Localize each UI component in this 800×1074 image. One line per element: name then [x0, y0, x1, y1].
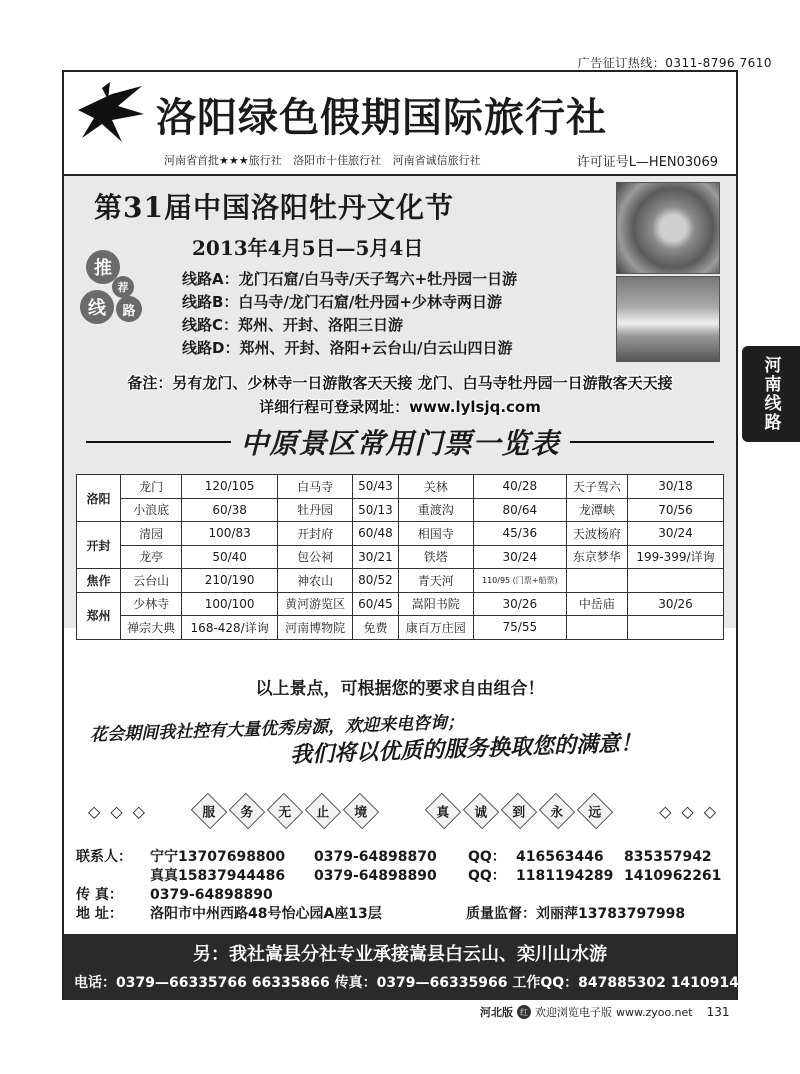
price-cell: 70/56	[627, 498, 723, 522]
table-row	[77, 616, 724, 640]
service-motto	[88, 794, 716, 828]
edition-label: 河北版	[480, 1006, 513, 1019]
table-row	[77, 522, 724, 546]
motto-char	[229, 793, 265, 829]
contact-block	[76, 848, 726, 924]
price-cell: 100/83	[182, 522, 278, 546]
price-cell: 75/55	[473, 616, 566, 640]
footer-url[interactable]: www.zyoo.net	[616, 1005, 693, 1019]
city-cell: 焦作	[77, 569, 121, 593]
ticket-price-table	[76, 474, 724, 640]
table-row	[77, 569, 724, 593]
price-cell: 50/40	[182, 545, 278, 569]
spot-cell: 包公祠	[278, 545, 353, 569]
side-tab-label: 河南线路	[760, 356, 781, 432]
motto-char-text: 诚	[474, 804, 488, 820]
qq-label: QQ：	[468, 849, 506, 865]
agency-header	[64, 72, 736, 176]
price-cell: 199-399/详询	[627, 545, 723, 569]
motto-char	[343, 793, 379, 829]
route-c: 线路C：郑州、开封、洛阳三日游	[182, 316, 404, 334]
remark-note: 备注：另有龙门、少林寺一日游散客天天接 龙门、白马寺牡丹园一日游散客天天接	[127, 374, 673, 392]
promo-section	[64, 176, 736, 635]
agency-logo	[72, 80, 150, 150]
spot-cell: 龙潭峡	[566, 498, 627, 522]
price-cell: 100/100	[182, 592, 278, 616]
contact-row-2	[76, 867, 726, 886]
table-row	[77, 592, 724, 616]
price-cell: 免费	[353, 616, 399, 640]
contact-row-1	[76, 848, 726, 867]
ad-frame	[62, 70, 769, 1000]
motto-char	[305, 793, 341, 829]
price-cell: 50/13	[353, 498, 399, 522]
motto-char	[501, 793, 537, 829]
motto-char-text: 到	[512, 804, 526, 820]
motto-char-text: 永	[550, 804, 564, 820]
company-name: 洛阳绿色假期国际旅行社	[156, 94, 607, 141]
price-cell: 168-428/详询	[182, 616, 278, 640]
ad-hotline: 广告征订热线：0311-8796 7610	[577, 56, 772, 70]
motto-char-text: 境	[354, 804, 368, 820]
motto-char	[191, 793, 227, 829]
diamond-icon: ◇	[703, 801, 716, 821]
recommended-badges	[78, 250, 158, 330]
price-cell: 30/24	[473, 545, 566, 569]
fax-row	[76, 886, 726, 905]
motto-char	[577, 793, 613, 829]
motto-char	[463, 793, 499, 829]
diamonds-left	[88, 802, 145, 821]
badge-lu: 路	[116, 296, 142, 322]
spot-cell: 嵩阳书院	[398, 592, 473, 616]
ticket-table-title	[86, 422, 714, 462]
spot-cell: 天子驾六	[566, 475, 627, 499]
spot-cell: 云台山	[121, 569, 182, 593]
motto-char-text: 务	[240, 804, 254, 820]
branch-contacts: 电话：0379—66335766 66335866 传真：0379—66335966 工作QQ：847885302 1410914283	[74, 975, 769, 991]
footer-tagline: 欢迎浏览电子版	[535, 1006, 612, 1019]
website-note: 详细行程可登录网址：www.lylsjq.com	[259, 398, 541, 416]
contact-zhenzhen: 真真15837944486	[150, 868, 286, 884]
price-cell: 30/26	[627, 592, 723, 616]
agency-qualifications: 河南省首批★★★旅行社 洛阳市十佳旅行社 河南省诚信旅行社	[164, 154, 481, 167]
motto-char-text: 止	[316, 804, 330, 820]
contact-label: 联系人：	[76, 849, 132, 865]
spot-cell: 铁塔	[398, 545, 473, 569]
contact-tel-2: 0379-64898890	[314, 868, 437, 884]
address-text: 洛阳市中州西路48号怡心园A座13层	[150, 906, 382, 922]
ticket-title-text: 中原景区常用门票一览表	[240, 427, 560, 460]
price-cell: 30/24	[627, 522, 723, 546]
title-rule-right	[570, 441, 715, 443]
qq-number: 416563446	[516, 849, 604, 865]
fax-label: 传 真：	[76, 887, 123, 903]
price-cell: 60/38	[182, 498, 278, 522]
price-cell: 45/36	[473, 522, 566, 546]
price-cell: 80/64	[473, 498, 566, 522]
motto-char-text: 真	[436, 804, 450, 820]
motto-char-text: 无	[278, 804, 292, 820]
route-a: 线路A：龙门石窟/白马寺/天子驾六+牡丹园一日游	[182, 270, 518, 288]
spot-cell: 牡丹园	[278, 498, 353, 522]
spot-cell: 少林寺	[121, 592, 182, 616]
route-d: 线路D：郑州、开封、洛阳+云台山/白云山四日游	[182, 339, 513, 357]
empty-cell	[566, 569, 627, 593]
motto-char	[539, 793, 575, 829]
diamond-icon: ◇	[88, 801, 101, 821]
qq-number: 835357942	[624, 849, 712, 865]
badge-xian: 线	[80, 290, 114, 324]
spot-cell: 清园	[121, 522, 182, 546]
spot-cell: 黄河游览区	[278, 592, 353, 616]
diamond-icon: ◇	[110, 801, 123, 821]
festival-title: 第31届中国洛阳牡丹文化节	[94, 191, 454, 224]
page-footer	[480, 1004, 729, 1020]
quality-supervision: 质量监督：刘丽萍13783797998	[466, 906, 686, 922]
diamonds-right	[659, 802, 716, 821]
spot-cell: 中岳庙	[566, 592, 627, 616]
price-cell: 50/43	[353, 475, 399, 499]
branch-banner	[64, 934, 769, 1000]
empty-cell	[566, 616, 627, 640]
spot-cell: 东京梦华	[566, 545, 627, 569]
motto-char-text: 服	[202, 804, 216, 820]
badge-tui: 推	[86, 250, 120, 284]
spot-cell: 龙亭	[121, 545, 182, 569]
spot-cell: 康百万庄园	[398, 616, 473, 640]
spot-cell: 天波杨府	[566, 522, 627, 546]
motto-char	[425, 793, 461, 829]
spot-cell: 龙门	[121, 475, 182, 499]
qq-number: 1181194289	[516, 868, 614, 884]
combine-note: 以上景点，可根据您的要求自由组合！	[255, 679, 545, 699]
address-row	[76, 905, 726, 924]
table-row	[77, 498, 724, 522]
title-rule-left	[86, 441, 231, 443]
table-row	[77, 545, 724, 569]
spot-cell: 青天河	[398, 569, 473, 593]
price-cell: 60/45	[353, 592, 399, 616]
address-label: 地 址：	[76, 906, 123, 922]
page-number: 131	[706, 1005, 730, 1019]
empty-cell	[627, 569, 723, 593]
city-cell: 开封	[77, 522, 121, 569]
contact-ningning: 宁宁13707698800	[150, 849, 286, 865]
slogan-service: 我们将以优质的服务换取您的满意！	[289, 730, 643, 769]
price-cell: 110/95 (门票+船票)	[473, 569, 566, 593]
spot-cell: 开封府	[278, 522, 353, 546]
price-cell: 40/28	[473, 475, 566, 499]
route-b: 线路B：白马寺/龙门石窟/牡丹园+少林寺两日游	[182, 293, 502, 311]
table-row	[77, 475, 724, 499]
diamond-icon: ◇	[132, 801, 145, 821]
motto-char-text: 远	[588, 804, 602, 820]
spot-cell: 白马寺	[278, 475, 353, 499]
license-number: 许可证号L—HEN03069	[576, 155, 718, 170]
section-side-tab[interactable]	[742, 346, 800, 442]
price-cell: 120/105	[182, 475, 278, 499]
motto-char	[267, 793, 303, 829]
peony-photo	[616, 182, 720, 274]
spot-cell: 河南博物院	[278, 616, 353, 640]
spot-cell: 相国寺	[398, 522, 473, 546]
price-cell: 210/190	[182, 569, 278, 593]
spot-cell: 神农山	[278, 569, 353, 593]
qq-label: QQ：	[468, 868, 506, 884]
branch-note: 另：我社嵩县分社专业承接嵩县白云山、栾川山水游	[193, 944, 607, 965]
city-cell: 洛阳	[77, 475, 121, 522]
price-cell: 30/21	[353, 545, 399, 569]
price-cell: 30/18	[627, 475, 723, 499]
spot-cell: 禅宗大典	[121, 616, 182, 640]
spot-cell: 关林	[398, 475, 473, 499]
price-cell: 80/52	[353, 569, 399, 593]
price-cell: 60/48	[353, 522, 399, 546]
slogan-housing: 花会期间我社控有大量优秀房源，欢迎来电咨询；	[89, 712, 465, 746]
badge-jian: 荐	[112, 276, 134, 298]
spot-cell: 重渡沟	[398, 498, 473, 522]
price-cell: 30/26	[473, 592, 566, 616]
motto-group-1	[192, 796, 378, 826]
route-list	[182, 268, 517, 360]
contact-tel-1: 0379-64898870	[314, 849, 437, 865]
brand-circle-icon: 红	[517, 1005, 531, 1019]
diamond-icon: ◇	[659, 801, 672, 821]
fax-number: 0379-64898890	[150, 887, 273, 903]
qq-number: 1410962261	[624, 868, 722, 884]
waterfall-photo	[616, 276, 720, 362]
diamond-icon: ◇	[681, 801, 694, 821]
city-cell: 郑州	[77, 592, 121, 639]
spot-cell: 小浪底	[121, 498, 182, 522]
motto-group-2	[426, 796, 612, 826]
empty-cell	[627, 616, 723, 640]
festival-date: 2013年4月5日—5月4日	[192, 236, 424, 260]
